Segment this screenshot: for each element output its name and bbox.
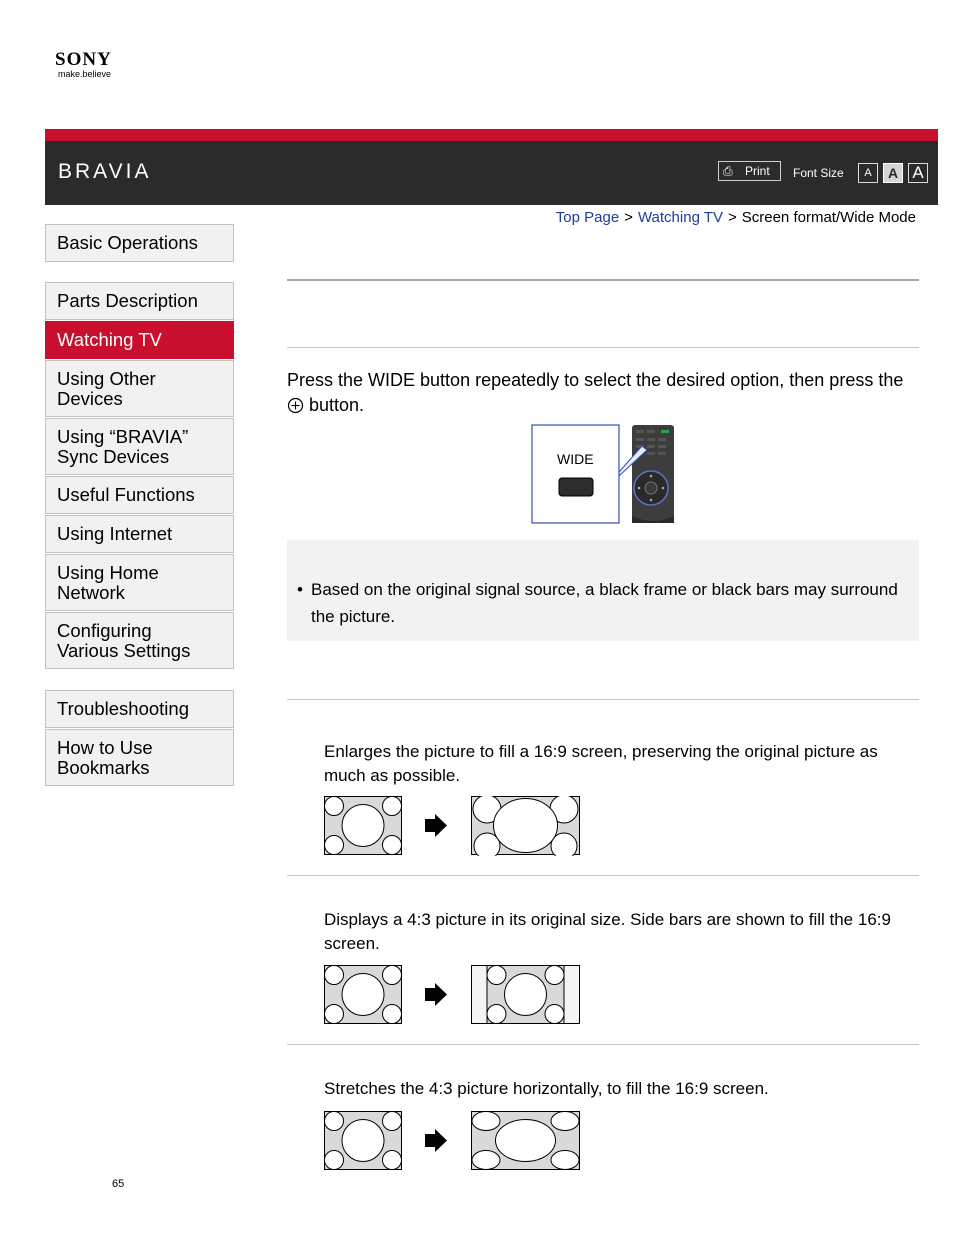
note-text: Based on the original signal source, a black frame or black bars may surround the picture. [311, 580, 898, 626]
sidebar-item-useful-functions[interactable] [45, 476, 234, 514]
sidebar-item-label: Using “BRAVIA” Sync Devices [57, 425, 189, 467]
note-box [287, 540, 919, 641]
sony-tagline: make.believe [58, 69, 112, 79]
intro-text [287, 368, 907, 418]
sidebar-item-label: How to Use Bookmarks [57, 736, 153, 778]
sidebar-item-configuring-settings[interactable] [45, 612, 234, 669]
option-diagram [324, 1111, 581, 1176]
sidebar-item-using-other-devices[interactable] [45, 360, 234, 417]
sidebar-item-label: Troubleshooting [57, 698, 189, 719]
sidebar-item-basic-operations[interactable] [45, 224, 234, 262]
sidebar-item-parts-description[interactable] [45, 282, 234, 320]
print-label: Print [745, 164, 770, 178]
header-bar [45, 129, 938, 205]
bravia-logo: BRAVIA [58, 160, 152, 183]
sidebar-item-home-network[interactable] [45, 554, 234, 611]
sidebar-item-label: Using Other Devices [57, 367, 156, 409]
font-size-large-button[interactable]: A [908, 163, 928, 183]
sony-wordmark: SONY [55, 49, 112, 70]
intro-text-end: button. [309, 395, 365, 415]
breadcrumb-watching-tv[interactable]: Watching TV [637, 209, 723, 226]
breadcrumb-top-page[interactable]: Top Page [555, 209, 620, 226]
section-divider [287, 699, 919, 700]
font-size-label: Font Size [793, 166, 844, 180]
sidebar-item-watching-tv[interactable] [45, 321, 234, 359]
intro-text-start: Press the WIDE button repeatedly to select the desired option, then press the [287, 370, 904, 390]
breadcrumb-separator: > [624, 209, 633, 226]
sidebar-item-using-internet[interactable] [45, 515, 234, 553]
breadcrumb [556, 209, 916, 226]
font-size-small-button[interactable]: A [858, 163, 878, 183]
sidebar-item-label: Using Internet [57, 523, 173, 544]
sidebar-item-label: Parts Description [57, 290, 198, 311]
print-button[interactable] [718, 161, 781, 181]
sidebar-item-label: Configuring Various Settings [57, 619, 191, 661]
option-description: Enlarges the picture to fill a 16:9 screen, preserving the original picture as much as possible. [324, 742, 878, 785]
sidebar-item-label: Using Home Network [57, 561, 159, 603]
font-size-medium-button[interactable]: A [883, 163, 903, 183]
sidebar-item-label: Watching TV [57, 329, 162, 350]
sidebar-item-bravia-sync[interactable] [45, 418, 234, 475]
print-icon: ⎙ [723, 164, 733, 178]
bullet: • [297, 580, 303, 599]
breadcrumb-current: Screen format/Wide Mode [741, 209, 916, 226]
remote-illustration [531, 424, 677, 531]
sidebar-item-label: Useful Functions [57, 484, 195, 505]
section-divider [287, 1044, 919, 1045]
option-diagram [324, 965, 581, 1030]
enter-circle-icon [287, 397, 304, 414]
note-item [297, 576, 911, 630]
title-divider [287, 279, 919, 281]
header-accent-strip [45, 129, 938, 141]
page-number: 65 [112, 1178, 125, 1190]
sidebar-item-label: Basic Operations [57, 232, 198, 253]
sidebar-item-bookmarks[interactable] [45, 729, 234, 786]
section-divider [287, 875, 919, 876]
option-description: Stretches the 4:3 picture horizontally, to fill the 16:9 screen. [324, 1079, 769, 1098]
sidebar-item-troubleshooting[interactable] [45, 690, 234, 728]
sony-logo [55, 50, 112, 80]
option-diagram [324, 796, 581, 861]
breadcrumb-separator: > [727, 209, 737, 226]
remote-wide-label: WIDE [557, 451, 594, 467]
section-divider [287, 347, 919, 348]
option-description: Displays a 4:3 picture in its original size. Side bars are shown to fill the 16:9 screen. [324, 910, 891, 953]
